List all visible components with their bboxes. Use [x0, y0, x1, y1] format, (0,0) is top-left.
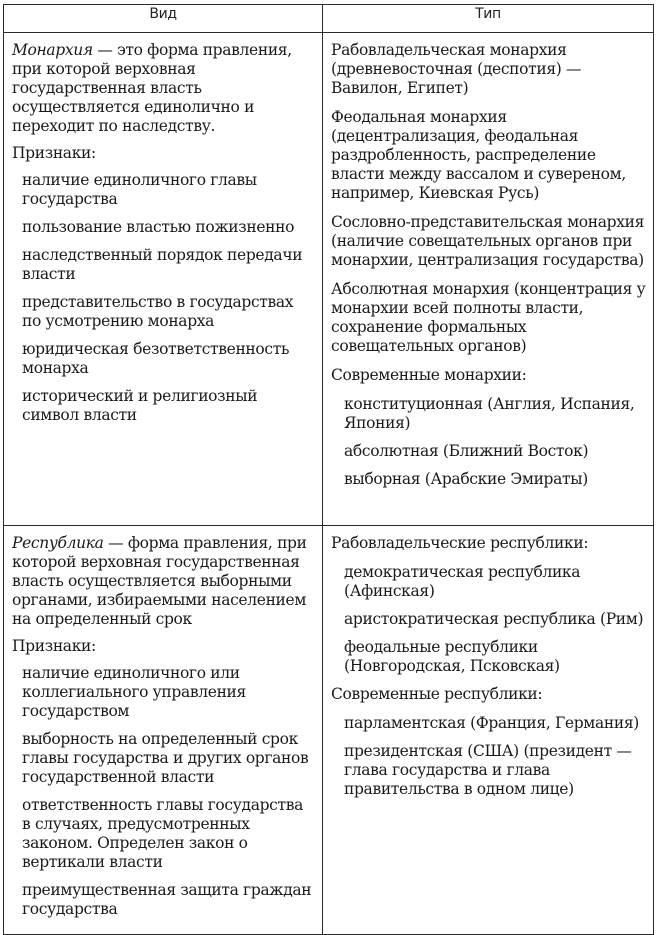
monarchy-type: Абсолютная монархия (концентрация у монархии всей полноты власти, сохранение формальных совещательных органов): [331, 280, 646, 355]
monarchy-definition-text: — это форма правления, при которой верховная государственная власть осуществляется единолично и переходит по наследству.: [12, 41, 292, 135]
modern-monarchies-label: Современные монархии:: [331, 366, 527, 384]
monarchy-type: Рабовладельческая монархия (древневосточная (деспотия) — Вавилон, Египет): [331, 41, 582, 97]
slave-republic-item: демократическая республика (Афинская): [344, 563, 581, 600]
modern-republics-label: Современные республики:: [331, 685, 543, 703]
forms-of-government-table: [3, 4, 654, 935]
republic-sign: ответственность главы государства в случаях, предусмотренных законом. Определен закон о вертикали власти: [22, 796, 303, 871]
slave-republic-item: феодальные республики (Новгородская, Псковская): [344, 638, 560, 675]
republic-sign: наличие единоличного или коллегиального управления государством: [22, 664, 246, 720]
monarchy-sign: представительство в государствах по усмотрению монарха: [22, 293, 294, 330]
slave-republics-label: Рабовладельческие республики:: [331, 534, 589, 552]
monarchy-sign: наличие единоличного главы государства: [22, 171, 257, 208]
republic-definition: [12, 534, 315, 629]
republic-definition-text: — форма правления, при которой верховная государственная власть осуществляется выборными органами, избираемыми населением на определенный срок: [12, 534, 307, 628]
table-row-republic: [4, 526, 654, 935]
monarchy-type: Сословно-представительская монархия (наличие совещательных органов при монархии, централизация государства): [331, 213, 645, 269]
republic-sign: выборность на определенный срок главы государства и других органов государственной власти: [22, 730, 309, 786]
republic-signs-label: Признаки:: [12, 637, 96, 655]
monarchy-sign: пользование властью пожизненно: [22, 218, 295, 236]
monarchy-kind-cell: [4, 33, 323, 526]
monarchy-signs-label: Признаки:: [12, 144, 96, 162]
header-row: [4, 5, 654, 33]
monarchy-sign: исторический и религиозный символ власти: [22, 387, 258, 424]
monarchy-type-cell: [323, 33, 654, 526]
republic-sign: преимущественная защита граждан государства: [22, 881, 312, 918]
header-kind: Вид: [4, 5, 323, 33]
table-row-monarchy: [4, 33, 654, 526]
header-type: Тип: [323, 5, 654, 33]
modern-monarchy-item: выборная (Арабские Эмираты): [344, 470, 588, 488]
monarchy-definition: [12, 41, 315, 136]
republic-term: Республика: [12, 534, 104, 552]
monarchy-type: Феодальная монархия (децентрализация, феодальная раздробленность, распределение власти между вассалом и сувереном, например, Киевская Русь): [331, 108, 626, 202]
republic-kind-cell: [4, 526, 323, 935]
slave-republic-item: аристократическая республика (Рим): [344, 610, 644, 628]
republic-type-cell: [323, 526, 654, 935]
monarchy-sign: юридическая безответственность монарха: [22, 340, 290, 377]
modern-monarchy-item: абсолютная (Ближний Восток): [344, 442, 589, 460]
monarchy-term: Монархия: [12, 41, 93, 59]
monarchy-sign: наследственный порядок передачи власти: [22, 246, 303, 283]
modern-republic-item: президентская (США) (президент — глава государства и глава правительства в одном лице): [344, 742, 632, 798]
modern-monarchy-item: конституционная (Англия, Испания, Япония): [344, 395, 635, 432]
modern-republic-item: парламентская (Франция, Германия): [344, 714, 639, 732]
